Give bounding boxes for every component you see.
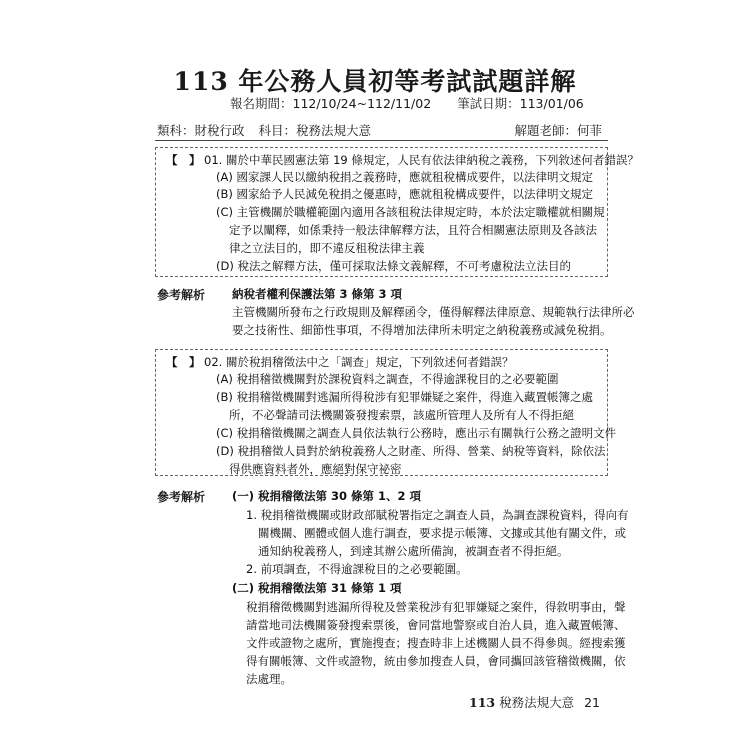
analysis-heading: (二) 稅捐稽徵法第 31 條第 1 項 (232, 581, 402, 595)
analysis-text: 通知納稅義務人，到達其辦公處所備詢，被調查者不得拒絕。 (258, 544, 569, 558)
analysis-label: 參考解析 (157, 490, 206, 504)
analysis-text: 文件或證物之處所，實施搜查；搜查時非上述機關人員不得參與。經搜索獲 (246, 636, 626, 650)
question-1-box (155, 147, 639, 277)
option-d: (D) 稅捐稽徵人員對於納稅義務人之財產、所得、營業、納稅等資料，除依法 (216, 444, 606, 458)
option-b: (B) 稅捐稽徵機關對逃漏所得稅涉有犯罪嫌疑之案件，得進入藏置帳簿之處 (216, 390, 594, 404)
analysis-text: 法處理。 (246, 672, 292, 686)
teacher: 解題老師：何菲 (514, 123, 602, 138)
option-c-cont: 律之立法目的，即不違反租稅法律主義 (229, 241, 425, 255)
question-2-box (155, 349, 617, 476)
option-c: (C) 主管機關於職權範圍內適用各該租稅法律規定時，本於法定職權就相關規 (216, 205, 605, 219)
analysis-text: 請當地司法機關簽發搜索票後，會同當地警察或自治人員，進入藏置帳簿、 (246, 618, 626, 632)
exam-date: 筆試日期：113/01/06 (457, 96, 584, 111)
option-b: (B) 國家給予人民減免稅捐之優惠時，應就租稅構成要件，以法律明文規定 (216, 187, 594, 201)
subject-info (157, 121, 381, 139)
option-a: (A) 國家課人民以繳納稅捐之義務時，應就租稅構成要件，以法律明文規定 (216, 170, 593, 184)
page-number: 21 (584, 695, 600, 710)
analysis-heading: (一) 稅捐稽徵法第 30 條第 1、2 項 (232, 489, 422, 503)
option-c: (C) 稅捐稽徵機關之調查人員依法執行公務時，應出示有關執行公務之證明文件 (216, 426, 617, 440)
page-title: 113 年公務人員初等考試試題詳解 (173, 67, 577, 96)
category: 類科：財稅行政 (157, 123, 245, 138)
analysis-text: 關機關、團體或個人進行調查，要求提示帳簿、文據或其他有關文件，或 (258, 526, 626, 540)
analysis-label: 參考解析 (157, 288, 206, 302)
analysis-text: 主管機關所發布之行政規則及解釋函令，僅得解釋法律原意、規範執行法律所必 (232, 305, 635, 319)
analysis-heading: 納稅者權利保護法第 3 條第 3 項 (232, 287, 403, 301)
analysis-text: 1. 稅捐稽徵機關或財政部賦稅署指定之調查人員，為調查課稅資料，得向有 (246, 508, 629, 522)
question-stem: 02. 關於稅捐稽徵法中之「調查」規定，下列敘述何者錯誤？ (204, 355, 514, 369)
footer-year: 113 (469, 695, 496, 710)
analysis-text: 2. 前項調查，不得逾課稅目的之必要範圍。 (246, 562, 468, 576)
registration-period: 報名期間：112/10/24~112/11/02 (230, 96, 432, 111)
answer-bracket: 【 】 (166, 153, 201, 167)
page-footer (469, 693, 600, 711)
analysis-text: 得有關帳簿、文件或證物，統由參加搜查人員，會同攜回該管稽徵機關，依 (246, 654, 626, 668)
option-c-cont: 定予以闡釋，如係秉持一般法律解釋方法，且符合相關憲法原則及各該法 (229, 223, 597, 237)
answer-bracket: 【 】 (166, 355, 201, 369)
option-b-cont: 所，不必聲請司法機關簽發搜索票，該處所管理人及所有人不得拒絕 (229, 408, 574, 422)
exam-info (230, 94, 606, 112)
analysis-text: 要之技術性、細節性事項，不得增加法律所未明定之納稅義務或減免稅捐。 (232, 323, 612, 337)
question-stem: 01. 關於中華民國憲法第 19 條規定，人民有依法律納稅之義務，下列敘述何者錯誤？ (204, 153, 639, 167)
header-divider (155, 140, 608, 141)
option-a: (A) 稅捐稽徵機關對於課稅資料之調查，不得逾課稅目的之必要範圍 (216, 372, 559, 386)
subject: 科目：稅務法規大意 (258, 123, 372, 138)
option-d-cont: 得供應資料者外，應絕對保守祕密 (229, 462, 402, 476)
analysis-text: 稅捐稽徵機關對逃漏所得稅及營業稅涉有犯罪嫌疑之案件，得敘明事由，聲 (246, 600, 626, 614)
option-d: (D) 稅法之解釋方法，僅可採取法條文義解釋，不可考慮稅法立法目的 (216, 259, 571, 273)
footer-subject: 稅務法規大意 (499, 695, 575, 710)
